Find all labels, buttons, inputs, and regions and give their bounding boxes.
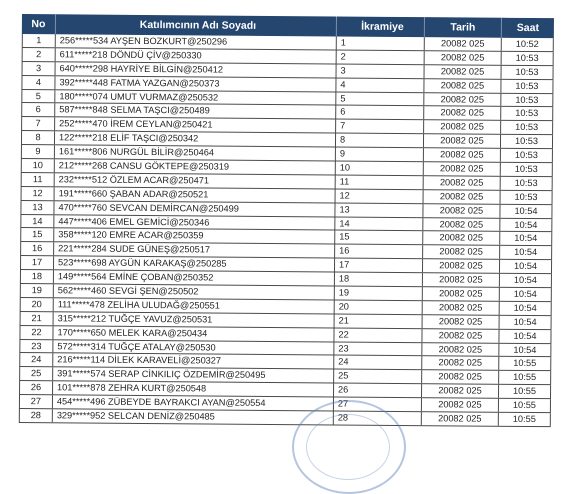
cell-ikramiye: 28 [334, 412, 422, 426]
cell-no: 27 [19, 395, 53, 408]
cell-name: 315*****212 TUĞÇE YAVUZ@250531 [54, 312, 335, 327]
cell-saat: 10:54 [500, 204, 552, 217]
cell-name: 572*****314 TUĞÇE ATALAY@250530 [53, 340, 334, 355]
cell-ikramiye: 4 [336, 78, 424, 92]
cell-ikramiye: 12 [336, 189, 424, 203]
official-stamp-inner-ring [306, 414, 390, 480]
cell-ikramiye: 16 [335, 245, 423, 259]
cell-saat: 10:53 [501, 79, 553, 92]
cell-name: 122*****218 ELİF TAŞCI@250342 [55, 131, 336, 146]
cell-ikramiye: 15 [335, 231, 423, 245]
cell-name: 149*****564 EMİNE ÇOBAN@250352 [54, 270, 335, 285]
cell-no: 23 [19, 340, 53, 353]
cell-tarih: 20082 025 [422, 412, 499, 425]
cell-saat: 10:55 [499, 371, 551, 384]
cell-name: 232*****512 ÖZLEM ACAR@250471 [55, 173, 336, 188]
cell-no: 9 [21, 145, 55, 158]
cell-ikramiye: 23 [334, 342, 422, 356]
cell-saat: 10:52 [502, 38, 554, 51]
winners-table [19, 14, 554, 427]
cell-ikramiye: 9 [336, 148, 424, 162]
cell-tarih: 20082 025 [422, 384, 499, 397]
cell-name: 329*****952 SELCAN DENİZ@250485 [53, 409, 334, 424]
cell-no: 25 [19, 367, 53, 380]
cell-saat: 10:54 [500, 246, 552, 259]
cell-tarih: 20082 025 [424, 134, 501, 147]
cell-saat: 10:53 [501, 149, 553, 162]
cell-saat: 10:54 [500, 316, 552, 329]
cell-name: 170*****650 MELEK KARA@250434 [53, 326, 334, 341]
cell-no: 8 [21, 131, 55, 144]
cell-saat: 10:53 [502, 52, 554, 65]
cell-saat: 10:54 [499, 329, 551, 342]
cell-no: 18 [20, 270, 54, 283]
cell-tarih: 20082 025 [423, 246, 500, 259]
cell-name: 191*****660 ŞABAN ADAR@250521 [55, 187, 336, 202]
cell-saat: 10:55 [499, 385, 551, 398]
header-ikramiye: İkramiye [337, 16, 425, 37]
cell-no: 28 [19, 409, 53, 422]
table-body [19, 34, 554, 427]
cell-no: 14 [20, 215, 54, 228]
cell-no: 24 [19, 353, 53, 366]
cell-ikramiye: 3 [337, 64, 425, 78]
cell-ikramiye: 8 [336, 134, 424, 148]
cell-saat: 10:55 [499, 399, 551, 412]
cell-saat: 10:53 [501, 191, 553, 204]
cell-tarih: 20082 025 [422, 329, 499, 342]
cell-tarih: 20082 025 [425, 65, 502, 78]
cell-saat: 10:55 [499, 413, 551, 426]
cell-name: 640*****298 HAYRİYE BİLGİN@250412 [56, 62, 337, 77]
cell-name: 180*****074 UMUT VURMAZ@250532 [55, 90, 336, 105]
cell-name: 392*****448 FATMA YAZGAN@250373 [55, 76, 336, 91]
cell-ikramiye: 26 [334, 384, 422, 398]
cell-no: 16 [20, 242, 54, 255]
cell-tarih: 20082 025 [423, 218, 500, 231]
cell-tarih: 20082 025 [423, 232, 500, 245]
cell-saat: 10:53 [501, 93, 553, 106]
cell-tarih: 20082 025 [422, 398, 499, 411]
cell-no: 3 [22, 62, 56, 75]
cell-no: 11 [21, 173, 55, 186]
cell-saat: 10:53 [502, 66, 554, 79]
cell-tarih: 20082 025 [424, 93, 501, 106]
cell-tarih: 20082 025 [423, 273, 500, 286]
cell-saat: 10:53 [501, 121, 553, 134]
cell-tarih: 20082 025 [422, 357, 499, 370]
cell-no: 10 [21, 159, 55, 172]
cell-name: 523*****698 AYGÜN KARAKAŞ@250285 [54, 257, 335, 272]
cell-ikramiye: 1 [337, 36, 425, 50]
cell-ikramiye: 7 [336, 120, 424, 134]
cell-ikramiye: 21 [335, 314, 423, 328]
cell-saat: 10:53 [501, 163, 553, 176]
cell-ikramiye: 14 [335, 217, 423, 231]
cell-saat: 10:54 [500, 288, 552, 301]
cell-ikramiye: 24 [334, 356, 422, 370]
cell-name: 221*****284 SUDE GÜNEŞ@250517 [54, 243, 335, 258]
cell-ikramiye: 17 [335, 259, 423, 273]
cell-no: 15 [20, 228, 54, 241]
cell-ikramiye: 5 [336, 92, 424, 106]
cell-no: 6 [21, 103, 55, 116]
cell-tarih: 20082 025 [424, 107, 501, 120]
cell-no: 19 [20, 284, 54, 297]
cell-ikramiye: 19 [335, 286, 423, 300]
cell-saat: 10:53 [501, 177, 553, 190]
cell-no: 22 [19, 326, 53, 339]
cell-no: 17 [20, 256, 54, 269]
cell-name: 470*****760 SEVCAN DEMİRCAN@250499 [54, 201, 335, 216]
cell-saat: 10:53 [501, 107, 553, 120]
cell-tarih: 20082 025 [424, 148, 501, 161]
cell-tarih: 20082 025 [422, 343, 499, 356]
header-no: No [22, 14, 56, 34]
cell-no: 1 [22, 34, 56, 47]
cell-tarih: 20082 025 [423, 259, 500, 272]
cell-name: 447*****406 EMEL GEMİCİ@250346 [54, 215, 335, 230]
cell-name: 256*****534 AYŞEN BOZKURT@250296 [56, 34, 337, 49]
cell-name: 111*****478 ZELİHA ULUDAĞ@250551 [54, 298, 335, 313]
cell-saat: 10:54 [500, 302, 552, 315]
cell-tarih: 20082 025 [423, 315, 500, 328]
cell-saat: 10:54 [500, 260, 552, 273]
cell-saat: 10:54 [499, 343, 551, 356]
cell-no: 21 [20, 312, 54, 325]
cell-name: 101*****878 ZEHRA KURT@250548 [53, 382, 334, 397]
cell-no: 4 [21, 76, 55, 89]
cell-tarih: 20082 025 [424, 121, 501, 134]
cell-tarih: 20082 025 [422, 371, 499, 384]
cell-no: 13 [20, 201, 54, 214]
cell-tarih: 20082 025 [424, 190, 501, 203]
cell-name: 216*****114 DİLEK KARAVELİ@250327 [53, 354, 334, 369]
cell-no: 2 [22, 48, 56, 61]
cell-tarih: 20082 025 [423, 301, 500, 314]
cell-name: 212*****268 CANSU GÖKTEPE@250319 [55, 159, 336, 174]
cell-tarih: 20082 025 [425, 51, 502, 64]
cell-saat: 10:54 [500, 274, 552, 287]
cell-ikramiye: 6 [336, 106, 424, 120]
header-tarih: Tarih [425, 17, 502, 38]
cell-ikramiye: 10 [336, 161, 424, 175]
cell-tarih: 20082 025 [423, 204, 500, 217]
cell-no: 20 [20, 298, 54, 311]
cell-name: 611*****218 DÖNDÜ ÇİV@250330 [56, 48, 337, 63]
cell-ikramiye: 22 [334, 328, 422, 342]
cell-name: 252*****470 İREM CEYLAN@250421 [55, 118, 336, 133]
cell-name: 391*****574 SERAP CİNKILIÇ ÖZDEMİR@250495 [53, 368, 334, 383]
cell-no: 7 [21, 117, 55, 130]
cell-ikramiye: 13 [335, 203, 423, 217]
cell-name: 562*****460 SEVGİ ŞEN@250502 [54, 284, 335, 299]
header-participant-name: Katılımcının Adı Soyadı [56, 14, 337, 36]
cell-no: 12 [21, 187, 55, 200]
cell-no: 26 [19, 381, 53, 394]
cell-saat: 10:55 [499, 357, 551, 370]
table-row [19, 409, 551, 427]
cell-tarih: 20082 025 [424, 162, 501, 175]
cell-name: 587*****848 SELMA TAŞCI@250489 [55, 104, 336, 119]
cell-tarih: 20082 025 [425, 37, 502, 50]
cell-name: 358*****120 EMRE ACAR@250359 [54, 229, 335, 244]
cell-ikramiye: 11 [336, 175, 424, 189]
cell-ikramiye: 27 [334, 398, 422, 412]
cell-ikramiye: 20 [335, 300, 423, 314]
cell-name: 161*****806 NURGÜL BİLİR@250464 [55, 145, 336, 160]
cell-no: 5 [21, 90, 55, 103]
cell-saat: 10:54 [500, 232, 552, 245]
cell-tarih: 20082 025 [424, 79, 501, 92]
cell-saat: 10:54 [500, 218, 552, 231]
cell-ikramiye: 2 [337, 50, 425, 64]
cell-tarih: 20082 025 [424, 176, 501, 189]
cell-name: 454*****496 ZÜBEYDE BAYRAKCI AYAN@250554 [53, 395, 334, 410]
cell-tarih: 20082 025 [423, 287, 500, 300]
cell-ikramiye: 25 [334, 370, 422, 384]
cell-saat: 10:53 [501, 135, 553, 148]
header-saat: Saat [502, 18, 554, 38]
cell-ikramiye: 18 [335, 273, 423, 287]
